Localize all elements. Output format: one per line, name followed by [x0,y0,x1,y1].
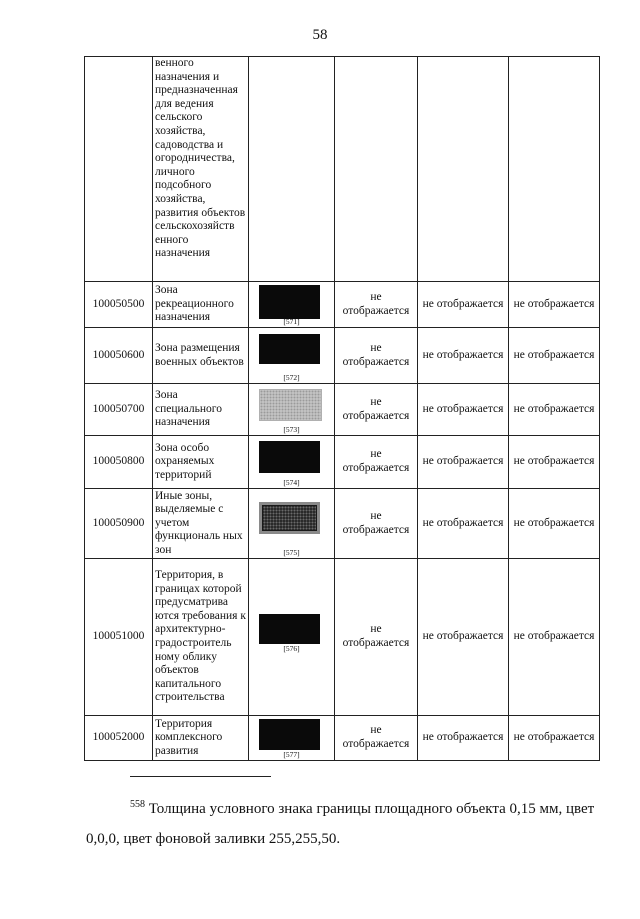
row-code [85,57,153,282]
row-display-1: не отображается [335,489,418,559]
row-display-2: не отображается [418,559,509,716]
row-name: Зона рекреационного назначения [153,282,249,328]
footnote-number: 558 [130,799,145,810]
row-display-2: не отображается [418,716,509,761]
row-symbol [249,436,335,489]
row-symbol [249,384,335,436]
row-name: Зона специального назначения [153,384,249,436]
symbol-ref: [575] [283,548,300,557]
row-display-2: не отображается [418,328,509,384]
table-row [85,384,600,436]
row-name: Зона размещения военных объектов [153,328,249,384]
symbol-ref: [572] [283,373,300,382]
row-code: 100050600 [85,328,153,384]
row-display-1 [335,57,418,282]
symbol-ref: [574] [283,478,300,487]
table-row [85,559,600,716]
row-name: Территория комплексного развития [153,716,249,761]
table-row [85,282,600,328]
footnote [86,790,606,854]
row-symbol [249,57,335,282]
symbol-swatch [259,334,320,364]
symbol-ref: [571] [283,317,300,326]
table-row [85,57,600,282]
symbol-swatch [259,719,320,750]
row-display-2: не отображается [418,489,509,559]
row-code: 100050700 [85,384,153,436]
table-row [85,328,600,384]
row-display-3: не отображается [509,384,600,436]
symbol-swatch [259,441,320,473]
row-name: Территория, в границах которой предусматрива ются требования к архитектурно-градостроитель ному облику объектов капитального строительства [153,559,249,716]
footnote-separator [130,776,271,777]
row-name: венного назначения и предназначенная для ведения сельского хозяйства, садоводства и огородничества, личного подсобного хозяйства, развития объектов сельскохозяйств енного назначения [153,57,249,282]
symbol-ref: [576] [283,644,300,653]
symbol-swatch [259,502,320,534]
row-display-1: не отображается [335,716,418,761]
row-symbol [249,282,335,328]
row-display-3: не отображается [509,436,600,489]
row-display-1: не отображается [335,328,418,384]
row-display-3: не отображается [509,282,600,328]
row-display-2: не отображается [418,384,509,436]
page-number: 58 [312,27,328,43]
row-symbol [249,328,335,384]
symbol-swatch [259,614,320,644]
row-display-2 [418,57,509,282]
row-display-3 [509,57,600,282]
table-row [85,716,600,761]
row-display-3: не отображается [509,328,600,384]
row-symbol [249,716,335,761]
symbol-swatch [259,285,320,319]
row-display-2: не отображается [418,436,509,489]
footnote-text: Толщина условного знака границы площадного объекта 0,15 мм, цвет 0,0,0, цвет фоновой заливки 255,255,50. [86,801,595,847]
row-symbol [249,489,335,559]
row-code: 100051000 [85,559,153,716]
row-symbol [249,559,335,716]
row-display-1: не отображается [335,559,418,716]
row-code: 100052000 [85,716,153,761]
row-display-3: не отображается [509,489,600,559]
legend-table [84,56,600,761]
row-display-1: не отображается [335,384,418,436]
row-display-2: не отображается [418,282,509,328]
symbol-ref: [573] [283,425,300,434]
table-row [85,436,600,489]
row-code: 100050500 [85,282,153,328]
row-code: 100050900 [85,489,153,559]
row-display-1: не отображается [335,282,418,328]
row-display-3: не отображается [509,716,600,761]
symbol-ref: [577] [283,750,300,759]
row-display-1: не отображается [335,436,418,489]
row-name: Иные зоны, выделяемые с учетом функциональ ных зон [153,489,249,559]
symbol-swatch [259,389,322,421]
row-code: 100050800 [85,436,153,489]
table-row [85,489,600,559]
row-name: Зона особо охраняемых территорий [153,436,249,489]
row-display-3: не отображается [509,559,600,716]
